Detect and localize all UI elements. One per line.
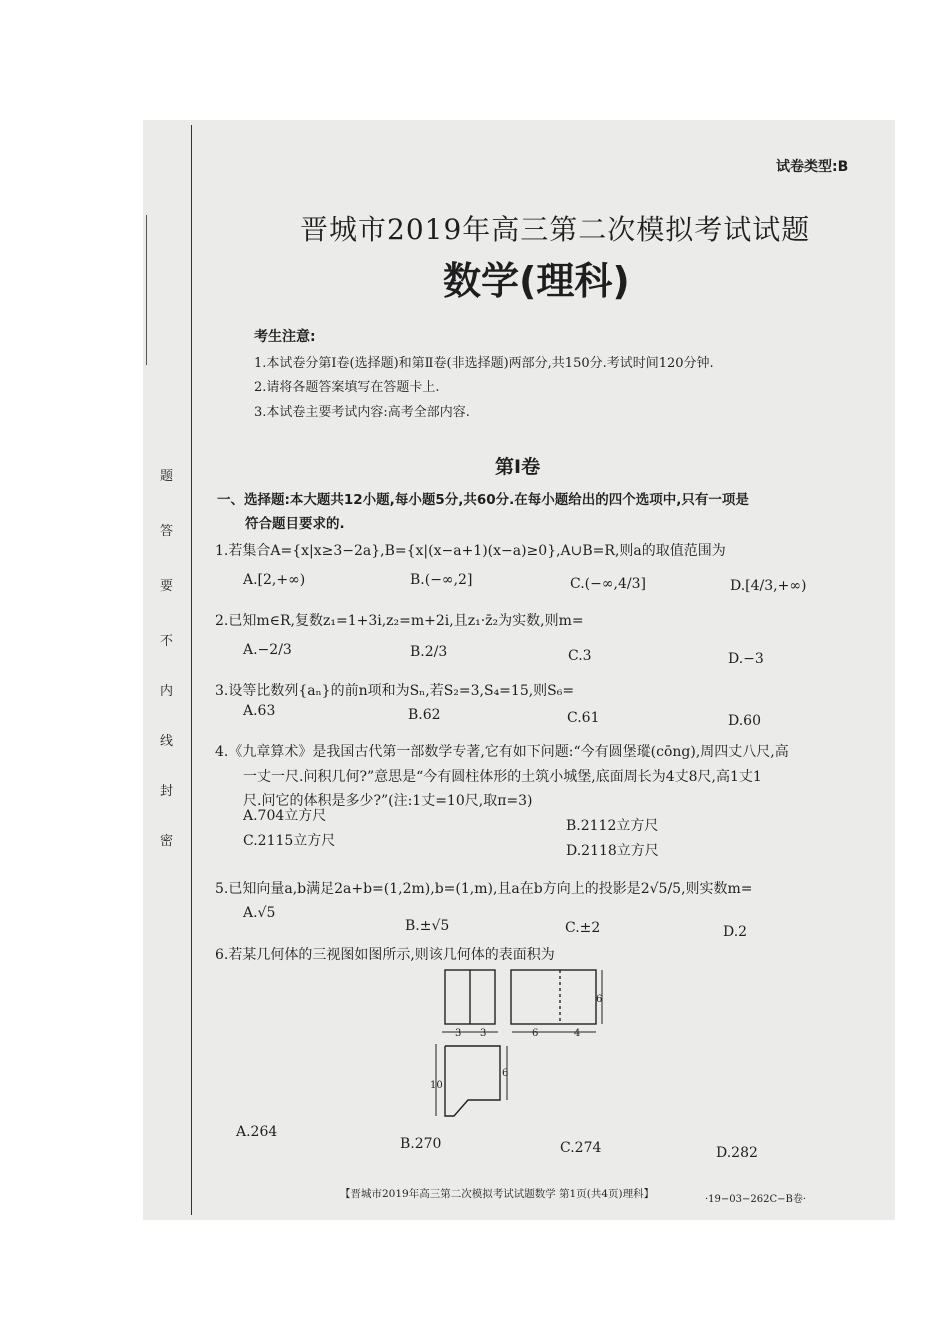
q5-option-a: A.√5: [243, 905, 276, 921]
paper-code: ·19−03−262C−B卷·: [705, 1194, 807, 1205]
seal-char: 答: [160, 524, 174, 539]
q6-option-a: A.264: [236, 1124, 278, 1140]
exam-title: 晋城市2019年高三第二次模拟考试试题: [300, 213, 811, 246]
q4-option-a: A.704立方尺: [243, 808, 327, 824]
notice-item: 3.本试卷主要考试内容:高考全部内容.: [254, 405, 470, 420]
question-5-stem: 5.已知向量a,b满足2a+b=(1,2m),b=(1,m),且a在b方向上的投影是2√5/5,则实数m=: [215, 881, 753, 897]
q2-option-b: B.2/3: [410, 644, 448, 660]
notice-heading: 考生注意:: [254, 329, 316, 345]
q2-option-a: A.−2/3: [243, 642, 292, 658]
q2-option-c: C.3: [568, 648, 592, 664]
seal-char: 内: [160, 684, 174, 699]
q3-option-b: B.62: [408, 707, 441, 723]
question-6-stem: 6.若某几何体的三视图如图所示,则该几何体的表面积为: [215, 947, 555, 963]
paper-type: 试卷类型:B: [776, 159, 849, 175]
seal-char: 题: [160, 469, 174, 484]
q6-option-d: D.282: [716, 1145, 758, 1161]
three-view-figure: [420, 966, 620, 1136]
dim-label: 6: [502, 1068, 509, 1079]
notice-item: 2.请将各题答案填写在答题卡上.: [254, 380, 440, 395]
q1-option-d: D.[4/3,+∞): [730, 578, 807, 594]
question-4-stem-cont: 一丈一尺.问积几何?”意思是“今有圆柱体形的土筑小城堡,底面周长为4丈8尺,高1丈1: [243, 769, 762, 785]
q5-option-d: D.2: [723, 924, 748, 940]
q5-option-c: C.±2: [565, 920, 601, 936]
question-1-stem: 1.若集合A={x|x≥3−2a},B={x|(x−a+1)(x−a)≥0},A∪B=R,则a的取值范围为: [215, 543, 726, 559]
seal-char: 要: [160, 579, 174, 594]
exam-subtitle: 数学(理科): [443, 259, 630, 303]
part-title: 第Ⅰ卷: [495, 456, 541, 478]
question-4-stem-cont: 尺.问它的体积是多少?”(注:1丈=10尺,取π=3): [243, 793, 533, 809]
question-3-stem: 3.设等比数列{aₙ}的前n项和为Sₙ,若S₂=3,S₄=15,则S₆=: [215, 683, 575, 699]
seal-char: 封: [160, 784, 174, 799]
section-heading: 一、选择题:本大题共12小题,每小题5分,共60分.在每小题给出的四个选项中,只有一项是: [217, 492, 749, 508]
seal-char: 线: [160, 734, 174, 749]
q4-option-b: B.2112立方尺: [566, 818, 659, 834]
q3-option-a: A.63: [243, 703, 276, 719]
dim-label: 6: [532, 1028, 539, 1039]
q1-option-c: C.(−∞,4/3]: [570, 576, 646, 592]
seal-char: 密: [160, 834, 174, 849]
q6-option-c: C.274: [560, 1140, 602, 1156]
q2-option-d: D.−3: [728, 651, 764, 667]
page-footer: 【晋城市2019年高三第二次模拟考试试题数学 第1页(共4页)理科】: [340, 1188, 655, 1200]
question-4-stem: 4.《九章算术》是我国古代第一部数学专著,它有如下问题:“今有圆堡瑽(cōng),周四丈八尺,高: [215, 744, 789, 760]
dim-label: 4: [574, 1028, 581, 1039]
binding-line-outer: [146, 215, 147, 365]
q1-option-a: A.[2,+∞): [243, 572, 306, 588]
q5-option-b: B.±√5: [405, 918, 450, 934]
dim-label: 10: [430, 1080, 443, 1091]
question-2-stem: 2.已知m∈R,复数z₁=1+3i,z₂=m+2i,且z₁·z̄₂为实数,则m=: [215, 613, 584, 629]
q6-option-b: B.270: [400, 1136, 442, 1152]
q3-option-d: D.60: [728, 713, 761, 729]
q4-option-d: D.2118立方尺: [566, 843, 659, 859]
dim-label: 3: [455, 1028, 462, 1039]
binding-line: [191, 125, 192, 1215]
q4-option-c: C.2115立方尺: [243, 833, 336, 849]
q3-option-c: C.61: [567, 710, 600, 726]
notice-item: 1.本试卷分第Ⅰ卷(选择题)和第Ⅱ卷(非选择题)两部分,共150分.考试时间120分钟.: [254, 356, 714, 371]
dim-label: 6: [596, 994, 603, 1005]
seal-char: 不: [160, 634, 174, 649]
q1-option-b: B.(−∞,2]: [410, 572, 473, 588]
dim-label: 3: [480, 1028, 487, 1039]
section-heading-cont: 符合题目要求的.: [245, 516, 345, 532]
